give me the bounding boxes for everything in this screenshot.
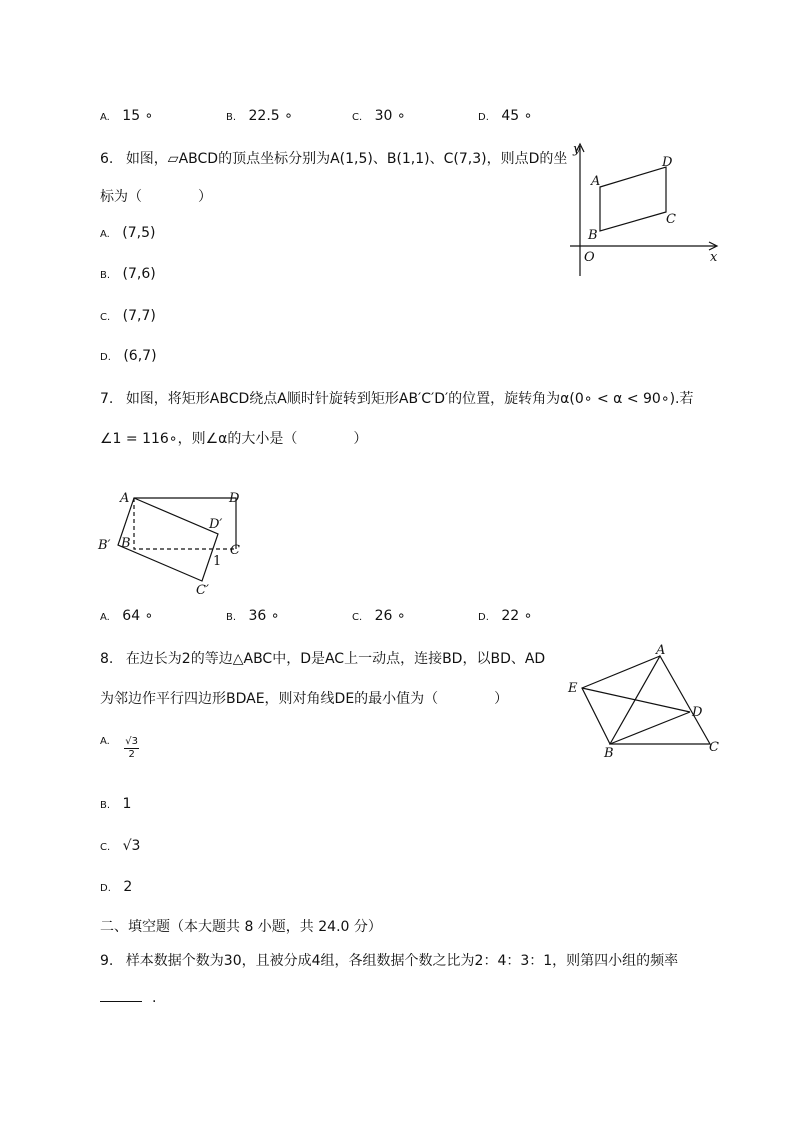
q8-line-2: 为邻边作平行四边形BDAE，则对角线DE的最小值为（ ）: [100, 691, 509, 707]
q8-option-b: B. 1: [100, 796, 132, 812]
label-c: C: [230, 543, 240, 558]
q7-option-b: B. 36 ∘: [226, 608, 280, 624]
label-b: B: [588, 228, 598, 243]
q7-option-a: A. 64 ∘: [100, 608, 154, 624]
label-c-prime: C′: [196, 583, 209, 598]
q6-coordinate-figure: [560, 138, 730, 278]
q8-parallelogram-figure: [562, 644, 726, 760]
q6-line-1: 6. 如图，▱ABCD的顶点坐标分别为A(1,5)、B(1,1)、C(7,3)，则点D的坐: [100, 151, 568, 167]
q5-option-b: B. 22.5 ∘: [226, 108, 293, 124]
segment-bd: [610, 712, 690, 744]
section-heading: 二、填空题（本大题共 8 小题，共 24.0 分）: [100, 919, 382, 935]
parallelogram-abcd: [600, 167, 666, 231]
triangle-abc: [610, 656, 710, 744]
label-a: A: [120, 491, 130, 506]
q8-option-d: D. 2: [100, 879, 133, 895]
label-d: D: [662, 155, 673, 170]
q6-line-2: 标为（ ）: [100, 189, 212, 205]
q5-option-d: D. 45 ∘: [478, 108, 533, 124]
fraction: $\frac{√3}{2}$: [125, 736, 139, 760]
sides-ea-eb: [582, 656, 660, 744]
label-e: E: [568, 681, 578, 696]
q5-option-a: A. 15 ∘: [100, 108, 154, 124]
label-c: C: [709, 740, 719, 755]
diagonal-de: [582, 688, 690, 712]
q6-option-d: D. (6,7): [100, 348, 157, 364]
label-a: A: [656, 644, 666, 658]
label-b: B: [604, 746, 614, 760]
q7-line-1: 7. 如图，将矩形ABCD绕点A顺时针旋转到矩形AB′C′D′的位置，旋转角为α(0∘ < α < 90∘).若: [100, 391, 694, 407]
q5-option-c: C. 30 ∘: [352, 108, 406, 124]
label-b-prime: B′: [98, 538, 111, 553]
q9-line-1: 9. 样本数据个数为30，且被分成4组，各组数据个数之比为2：4：3：1，则第四小组的频率: [100, 953, 679, 969]
q7-option-d: D. 22 ∘: [478, 608, 533, 624]
label-d: D: [229, 491, 240, 506]
label-c: C: [666, 212, 676, 227]
label-y: y: [573, 142, 581, 157]
label-x: x: [710, 250, 718, 265]
q7-line-2: ∠1 = 116∘，则∠α的大小是（ ）: [100, 431, 368, 447]
q6-option-c: C. (7,7): [100, 308, 156, 324]
label-d: D: [692, 705, 703, 720]
label-d-prime: D′: [209, 517, 223, 532]
q8-line-1: 8. 在边长为2的等边△ABC中，D是AC上一动点，连接BD，以BD、AD: [100, 651, 546, 667]
label-b: B: [121, 536, 131, 551]
q6-option-a: A. (7,5): [100, 225, 156, 241]
q8-option-a: A. $\frac{√3}{2}$: [100, 736, 139, 760]
label-a: A: [591, 174, 601, 189]
answer-blank[interactable]: [100, 1001, 142, 1002]
q7-rotation-figure: [92, 486, 252, 600]
q6-option-b: B. (7,6): [100, 266, 156, 282]
label-angle-1: 1: [213, 554, 222, 569]
rect-abcd-rotated: [118, 498, 218, 581]
q8-option-c: C. √3: [100, 838, 141, 854]
label-o: O: [584, 250, 595, 265]
q7-option-c: C. 26 ∘: [352, 608, 406, 624]
q9-answer-line: .: [100, 990, 156, 1006]
